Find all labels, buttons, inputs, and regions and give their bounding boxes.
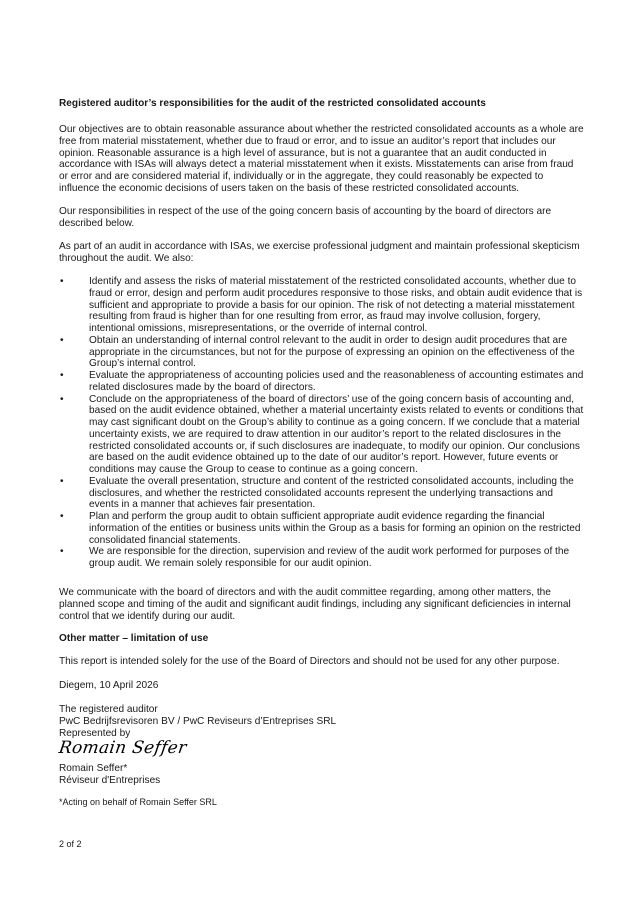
bullet-icon: • — [60, 393, 64, 405]
bullet-icon: • — [60, 334, 64, 346]
list-item — [59, 476, 584, 511]
signatory-block — [59, 704, 584, 739]
list-item — [59, 276, 584, 335]
other-matter-title: Other matter – limitation of use — [59, 633, 209, 644]
bullet-icon: • — [60, 475, 64, 487]
paragraph-going-concern: Our responsibilities in respect of the use of the going concern basis of accounting by the board of directors are described below. — [59, 206, 552, 229]
list-item-text: Conclude on the appropriateness of the board of directors’ use of the going concern basis of accounting and, based on the audit evidence obtained, whether a material uncertainty exists related to events or conditions that may cast significant doubt on the Group’s ability to continue as a going concern. If we conclude that a material uncertainty exists, we are required to draw attention in our auditor’s report to the related disclosures in the restricted consolidated accounts or, if such disclosures are inadequate, to modify our opinion. Our conclusions are based on the audit evidence obtained up to the date of our auditor’s report. However, future events or conditions may cause the Group to cease to continue as a going concern. — [89, 393, 584, 475]
list-item-text: Plan and perform the group audit to obtain sufficient appropriate audit evidence regarding the financial information of the entities or business units within the Group as a basis for forming an opinion on the restricted consolidated financial statements. — [89, 511, 581, 546]
list-item — [59, 511, 584, 546]
signatory-represented-by: Represented by — [59, 727, 131, 739]
list-item — [59, 394, 584, 476]
signatory-title: Réviseur d'Entreprises — [59, 774, 161, 786]
bullet-icon: • — [60, 511, 64, 522]
bullet-icon: • — [60, 370, 64, 381]
list-item — [59, 370, 584, 394]
bullet-icon: • — [60, 276, 64, 287]
section-title: Registered auditor’s responsibilities for the audit of the restricted consolidated accounts — [59, 98, 486, 109]
list-item-text: We are responsible for the direction, supervision and review of the audit work performed for purposes of the group audit. We remain solely responsible for our audit opinion. — [89, 546, 570, 569]
paragraph-objectives: Our objectives are to obtain reasonable assurance about whether the restricted consolidated accounts as a whole are free from material misstatement, whether due to fraud or error, and to issue an auditor’s report that includes our opinion. Reasonable assurance is a high level of assurance, but is not a guarantee that an audit conducted in accordance with ISAs will always detect a material misstatement when it exists. Misstatements can arise from fraud or error and are considered material if, individually or in the aggregate, they could reasonably be expected to influence the economic decisions of users taken on the basis of these restricted consolidated accounts. — [59, 124, 584, 194]
paragraph-intro: As part of an audit in accordance with ISAs, we exercise professional judgment and maintain professional skepticism throughout the audit. We also: — [59, 241, 580, 264]
list-item-text: Obtain an understanding of internal control relevant to the audit in order to design audit procedures that are appropriate in the circumstances, but not for the purpose of expressing an opinion on the effectiveness of the Group’s internal control. — [89, 334, 575, 370]
signatory-name: Romain Seffer* — [59, 763, 128, 774]
footnote: *Acting on behalf of Romain Seffer SRL — [59, 797, 217, 807]
list-item — [59, 546, 584, 570]
list-item — [59, 335, 584, 370]
responsibilities-list — [59, 276, 584, 570]
place-date: Diegem, 10 April 2026 — [59, 680, 159, 691]
signatory-firm: PwC Bedrijfsrevisoren BV / PwC Reviseurs d’Entreprises SRL — [59, 715, 337, 727]
other-matter-text: This report is intended solely for the use of the Board of Directors and should not be used for any other purpose. — [59, 656, 560, 667]
signatory-role: The registered auditor — [59, 704, 158, 715]
list-item-text: Evaluate the overall presentation, structure and content of the restricted consolidated accounts, including the disclosures, and whether the restricted consolidated accounts represent the underlying transactions and events in a manner that achieves fair presentation. — [89, 475, 574, 511]
signatory-details — [59, 763, 584, 787]
handwritten-signature: Romain Seffer — [57, 738, 188, 758]
bullet-icon: • — [60, 546, 64, 558]
list-item-text: Identify and assess the risks of material misstatement of the restricted consolidated accounts, whether due to fraud or error, design and perform audit procedures responsive to those risks, and obtain audit evidence that is sufficient and appropriate to provide a basis for our opinion. The risk of not detecting a material misstatement resulting from fraud is higher than for one resulting from error, as fraud may involve collusion, forgery, intentional omissions, misrepresentations, or the override of internal control. — [89, 276, 583, 334]
list-item-text: Evaluate the appropriateness of accounting policies used and the reasonableness of accounting estimates and related disclosures made by the board of directors. — [89, 370, 584, 393]
page-number: 2 of 2 — [59, 839, 82, 849]
paragraph-communicate: We communicate with the board of directors and with the audit committee regarding, among other matters, the planned scope and timing of the audit and significant audit findings, including any significant deficiencies in internal control that we identify during our audit. — [59, 587, 571, 622]
